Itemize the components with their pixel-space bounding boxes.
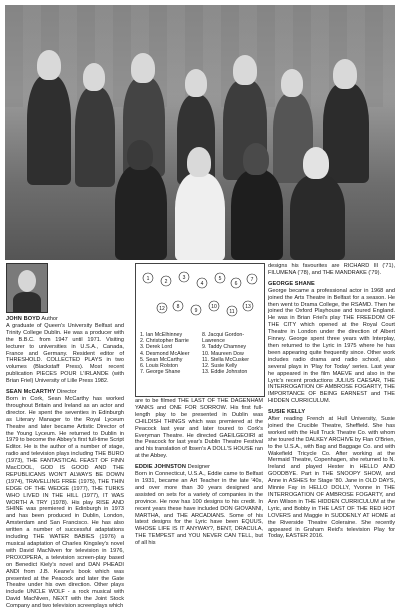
photo-key-diagram (138, 266, 260, 328)
photo-figure-2 (75, 87, 115, 187)
key-entry: 9. Taddy Chamney (202, 344, 247, 351)
bio-name: EDDIE JOHNSTON (135, 464, 187, 471)
photo-face-2 (83, 63, 105, 91)
svg-text:10: 10 (211, 304, 217, 310)
key-entry: 3. Derek Lord (140, 344, 173, 351)
bio-text: Born in Cork, Sean McCarthy has worked throughout Britain and Ireland as an actor and director. He spent the seventies in Edinburgh as Literary Manager to the Royal Lyceum Theatre and later became Artistic Director of the Young Lyceum. He returned to Dublin in 1979 to become the Abbey's first full-time Script Editor. He is the author of a number of stage, radio and television plays including THE BURO (1973), THE FANTASTICAL FEAST OF FINN MacCOOL, GOD IS GOOD AND THE REPUBLICANS WON'T ALWAYS BE DOWN (1974), TRAVELLING FREE (1975), THE THIN EDGE OF THE WEDGE (1977), THE TURKS WHO LIVED IN THE HILL (1977), IT WAS WORTH A TRY (1978). His play RISE AND SHINE was premiered in Edinburgh in 1973 and has been produced in Dublin, London, Amsterdam and San Francisco. He has also written a number of successful adaptations including THE WATER BABIES (1976) a musical adaptation of Charles Kingsley's novel with David MacNiven for television in 1976, PROXOPERA, a television screen-play based on Benedict Kiely's novel and DAN PHEADI ANDI from J.B. Keane's book which was presented at the Peacock and later the Gate Theatre under his own direction. Other plays include UNCLE WOLF - a rock musical with David MacNiven, NEXT with the Joint Stock Company and two television screenplays which (6, 395, 124, 610)
key-entry: 10. Maureen Dow (202, 350, 244, 357)
photo-figure-7 (323, 83, 369, 183)
svg-text:8: 8 (176, 304, 180, 310)
bio-text: After reading French at Hull University, Susie joined the Crucible Theatre, Sheffield. She has worked with the Hull Truck Theatre Co. with whom she toured the DALKEY ARCHIVE by Flan O'Brien, to the U.S.A., with Bag and Baggage Co. and with Wakefield Tricycle Co. After working at the Mermaid Theatre, Copenhagen, she returned to N. Ireland and played Hester in HELLO AND GOODBYE. Part in THE SNOOPY SHOW, and Anne in ASHES for Stage '80. Jane in OLD DAYS, Minnie Fay in HELLO DOLLY, Yvonne in THE INTERROGATION OF AMBROSE FOGARTY, and Ann Wilson in THE HIDDEN CURRICULUM at the Lyric, and Bobby in THE LAST OF THE RED HOT LOVERS and Maggie in SUDDENLY AT HOME at the Riverside Theatre Coleraine. She recently appeared in Graham Reid's television Play for Today, EASTER 2016. (268, 416, 395, 540)
bio-role: Designer (186, 464, 210, 471)
photo-key-box (135, 263, 265, 397)
bio-text: are to be filmed THE LAST OF THE DAGENHAM YANKS and ONE FOR SORROW. His first full-length play to be presented in Dublin was CHILDISH THINGS which was premiered at the Peacock last year and later toured to Cork's Everyman Theatre. He directed GAEILGEOIRI at the Peacock for last year's Dublin Theatre Festival and his translation of Ibsen's A DOLL'S HOUSE ran at the Abbey. (135, 398, 263, 460)
svg-text:4: 4 (200, 281, 204, 287)
bio-text: Born in Connecticut, U.S.A., Eddie came to Belfast in 1931, became an Art Teacher in the late '40s, and over more than 30 years designed and assisted on sets for a variety of companies in the province. He now has 100 designs to his credit. In recent years these have included DON GIOVANNI, MARTHA, and THE ARCADIANS. Some of his latest designs for the Lyric have been EQUUS, WHOSE LIFE IS IT ANYWAY?, BENT, DRACULA, THE TEMPEST and YOU NEVER CAN TELL, but of all his (135, 471, 263, 547)
key-entry: 11. Stella McCusker (202, 356, 250, 363)
svg-text:9: 9 (194, 308, 198, 314)
bio-text: designs his favourites are RICHARD III ('71), FILUMENA ('78), and THE MANDRAKE ('79). (268, 263, 395, 276)
bio-name: SUSIE KELLY (268, 409, 306, 416)
photo-face-3 (131, 53, 155, 83)
key-entry: 13. Eddie Johnston (202, 369, 248, 376)
photo-figure-11 (290, 175, 345, 260)
svg-text:7: 7 (250, 277, 254, 283)
key-row (140, 332, 262, 375)
photo-face-11 (303, 147, 329, 179)
photo-figure-1 (27, 75, 71, 185)
photo-figure-10 (231, 170, 283, 260)
photo-key-list (140, 332, 262, 375)
bio-text: George became a professional actor in 1968 and joined the Arts Theatre in Belfast for a season. He then went to Drama College, the RSAMD. Then he joined the Oxford Playhouse and toured England. He was in Brian Friel's play THE FREEDOM OF THE CITY which opened at the Royal Court Theatre in London under the direction of Albert Finney. George spent three years with Interplay, then returned to the Lyric in 1975 where he has been appearing quite frequently since. Other work includes radio drama and radio school, also several plays in 'Play for Today' series. Last year he appeared in the film MAEVE and also in the Lyric's recent productions JULIUS CAESAR, THE INTERROGATION OF AMBROSE FOGARTY, THE IMPORTANCE OF BEING EARNEST and THE HIDDEN CURRICULUM. (268, 287, 395, 405)
photo-face-1 (37, 50, 61, 80)
svg-text:2: 2 (164, 279, 168, 285)
photo-face-9 (187, 147, 211, 177)
cast-photograph (5, 5, 395, 260)
photo-figure-8 (115, 165, 167, 260)
bio-role: Author (40, 316, 58, 322)
bio-name: GEORGE SHANE (268, 280, 315, 287)
bio-name: JOHN BOYD (6, 316, 41, 322)
key-entry: 6. Louis Rolston (140, 363, 178, 370)
svg-text:11: 11 (229, 309, 235, 315)
right-column (268, 263, 395, 544)
key-entry: 4. Desmond McAleer (140, 350, 190, 357)
svg-text:6: 6 (234, 281, 238, 287)
key-entry: 12. Susie Kelly (202, 363, 238, 370)
bio-sean-mccarthy-continued (135, 398, 263, 460)
svg-text:5: 5 (218, 276, 222, 282)
bio-eddie-johnston-continued (268, 263, 395, 277)
photo-face-6 (281, 69, 303, 97)
middle-column (135, 398, 263, 551)
john-boyd-portrait (6, 263, 48, 313)
bio-role: Director (55, 389, 77, 396)
key-entry: 7. George Shane (140, 369, 181, 376)
photo-face-7 (333, 59, 357, 89)
bio-john-boyd (6, 316, 124, 385)
svg-text:12: 12 (159, 306, 165, 312)
bio-name: SEAN McCARTHY (6, 389, 56, 396)
bio-sean-mccarthy (6, 389, 124, 610)
svg-text:3: 3 (182, 275, 186, 281)
key-entry: 2. Christopher Barrie (140, 338, 189, 345)
photo-face-5 (233, 55, 257, 85)
bio-text: A graduate of Queen's University Belfast and Trinity College Dublin. He was a producer with the B.B.C. from 1947 until 1971. Visiting lecturer to universities in U.S.A., Canada, France and Germany. Resident editor of THRESHOLD. COLLECTED PLAYS in two volumes (Blackstaff Press). Most recent publication PIECES POUR L'IRLANDE (with Brian Friel) University of Lille Press 1982. (6, 322, 124, 385)
key-entry: 5. Sean McCarthy (140, 356, 183, 363)
photo-face-8 (127, 140, 153, 170)
photo-face-4 (185, 69, 207, 97)
left-column (6, 263, 124, 614)
key-entry: 1. Ian McElhinney (140, 332, 183, 338)
svg-text:1: 1 (146, 276, 150, 282)
key-entry: 8. Jacqui Gordon-Lawrence (202, 332, 245, 345)
bio-george-shane (268, 281, 395, 405)
svg-text:13: 13 (245, 304, 251, 310)
photo-figure-9 (175, 173, 225, 260)
bio-eddie-johnston (135, 464, 263, 547)
bio-susie-kelly (268, 409, 395, 540)
photo-face-10 (243, 143, 269, 175)
